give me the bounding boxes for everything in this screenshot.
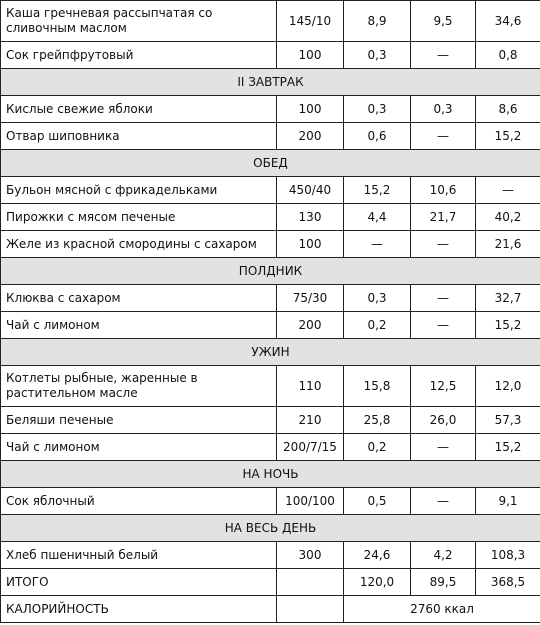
dish-weight: 200 — [277, 123, 344, 150]
section-title: НА НОЧЬ — [1, 461, 540, 488]
dish-weight: 300 — [277, 542, 344, 569]
fat-value: 89,5 — [411, 569, 476, 596]
carbs-value: 57,3 — [476, 407, 540, 434]
table-row — [1, 96, 540, 123]
table-row — [1, 123, 540, 150]
table-row — [1, 204, 540, 231]
carbs-value: 34,6 — [476, 1, 540, 42]
fat-value: 0,3 — [411, 96, 476, 123]
carbs-value: 9,1 — [476, 488, 540, 515]
table-row — [1, 1, 540, 42]
table-row — [1, 177, 540, 204]
protein-value: 120,0 — [344, 569, 411, 596]
dish-weight: 450/40 — [277, 177, 344, 204]
protein-value: 0,2 — [344, 434, 411, 461]
dish-weight: 210 — [277, 407, 344, 434]
dish-name: Чай с лимоном — [1, 434, 277, 461]
dish-weight: 200 — [277, 312, 344, 339]
fat-value: — — [411, 231, 476, 258]
fat-value: 9,5 — [411, 1, 476, 42]
total-row — [1, 569, 540, 596]
table-row — [1, 407, 540, 434]
carbs-value: 15,2 — [476, 434, 540, 461]
section-header-row — [1, 69, 540, 96]
calories-empty-cell — [277, 596, 344, 623]
dish-weight: 100/100 — [277, 488, 344, 515]
protein-value: 0,6 — [344, 123, 411, 150]
table-row — [1, 488, 540, 515]
calories-value: 2760 ккал — [344, 596, 540, 623]
section-title: УЖИН — [1, 339, 540, 366]
carbs-value: 21,6 — [476, 231, 540, 258]
protein-value: 0,3 — [344, 42, 411, 69]
protein-value: 8,9 — [344, 1, 411, 42]
dish-name: Пирожки с мясом печеные — [1, 204, 277, 231]
protein-value: 24,6 — [344, 542, 411, 569]
carbs-value: 0,8 — [476, 42, 540, 69]
dish-name: Бульон мясной с фрикадельками — [1, 177, 277, 204]
dish-weight: 75/30 — [277, 285, 344, 312]
table-row — [1, 366, 540, 407]
dish-weight: 145/10 — [277, 1, 344, 42]
dish-weight: 200/7/15 — [277, 434, 344, 461]
table-row — [1, 42, 540, 69]
carbs-value: 108,3 — [476, 542, 540, 569]
dish-weight: 100 — [277, 231, 344, 258]
section-title: II ЗАВТРАК — [1, 69, 540, 96]
fat-value: — — [411, 312, 476, 339]
dish-weight: 130 — [277, 204, 344, 231]
dish-name: Клюква с сахаром — [1, 285, 277, 312]
fat-value: — — [411, 488, 476, 515]
dish-weight: 100 — [277, 96, 344, 123]
protein-value: 15,2 — [344, 177, 411, 204]
protein-value: — — [344, 231, 411, 258]
dish-name: Отвар шиповника — [1, 123, 277, 150]
section-title: НА ВЕСЬ ДЕНЬ — [1, 515, 540, 542]
calories-label: КАЛОРИЙНОСТЬ — [1, 596, 277, 623]
dish-name: ИТОГО — [1, 569, 277, 596]
dish-name: Сок яблочный — [1, 488, 277, 515]
fat-value: 26,0 — [411, 407, 476, 434]
protein-value: 4,4 — [344, 204, 411, 231]
dish-name: Кислые свежие яблоки — [1, 96, 277, 123]
carbs-value: 8,6 — [476, 96, 540, 123]
protein-value: 15,8 — [344, 366, 411, 407]
fat-value: 10,6 — [411, 177, 476, 204]
dish-name: Чай с лимоном — [1, 312, 277, 339]
fat-value: — — [411, 285, 476, 312]
table-row — [1, 542, 540, 569]
fat-value: — — [411, 123, 476, 150]
dish-name: Беляши печеные — [1, 407, 277, 434]
section-header-row — [1, 515, 540, 542]
fat-value: 4,2 — [411, 542, 476, 569]
carbs-value: — — [476, 177, 540, 204]
fat-value: — — [411, 42, 476, 69]
dish-name: Хлеб пшеничный белый — [1, 542, 277, 569]
protein-value: 0,3 — [344, 285, 411, 312]
table-row — [1, 285, 540, 312]
protein-value: 0,3 — [344, 96, 411, 123]
dish-name: Котлеты рыбные, жаренные в растительном масле — [1, 366, 277, 407]
dish-weight — [277, 569, 344, 596]
dish-name: Каша гречневая рассыпчатая со сливочным маслом — [1, 1, 277, 42]
carbs-value: 12,0 — [476, 366, 540, 407]
table-row — [1, 312, 540, 339]
carbs-value: 40,2 — [476, 204, 540, 231]
protein-value: 25,8 — [344, 407, 411, 434]
carbs-value: 368,5 — [476, 569, 540, 596]
table-row — [1, 434, 540, 461]
protein-value: 0,5 — [344, 488, 411, 515]
section-header-row — [1, 258, 540, 285]
protein-value: 0,2 — [344, 312, 411, 339]
dish-name: Сок грейпфрутовый — [1, 42, 277, 69]
menu-table-body — [1, 1, 540, 623]
section-header-row — [1, 339, 540, 366]
section-title: ОБЕД — [1, 150, 540, 177]
carbs-value: 15,2 — [476, 123, 540, 150]
dish-weight: 100 — [277, 42, 344, 69]
fat-value: — — [411, 434, 476, 461]
fat-value: 21,7 — [411, 204, 476, 231]
table-row — [1, 231, 540, 258]
fat-value: 12,5 — [411, 366, 476, 407]
section-header-row — [1, 461, 540, 488]
calories-row — [1, 596, 540, 623]
carbs-value: 15,2 — [476, 312, 540, 339]
dish-weight: 110 — [277, 366, 344, 407]
section-title: ПОЛДНИК — [1, 258, 540, 285]
dish-name: Желе из красной смородины с сахаром — [1, 231, 277, 258]
carbs-value: 32,7 — [476, 285, 540, 312]
section-header-row — [1, 150, 540, 177]
